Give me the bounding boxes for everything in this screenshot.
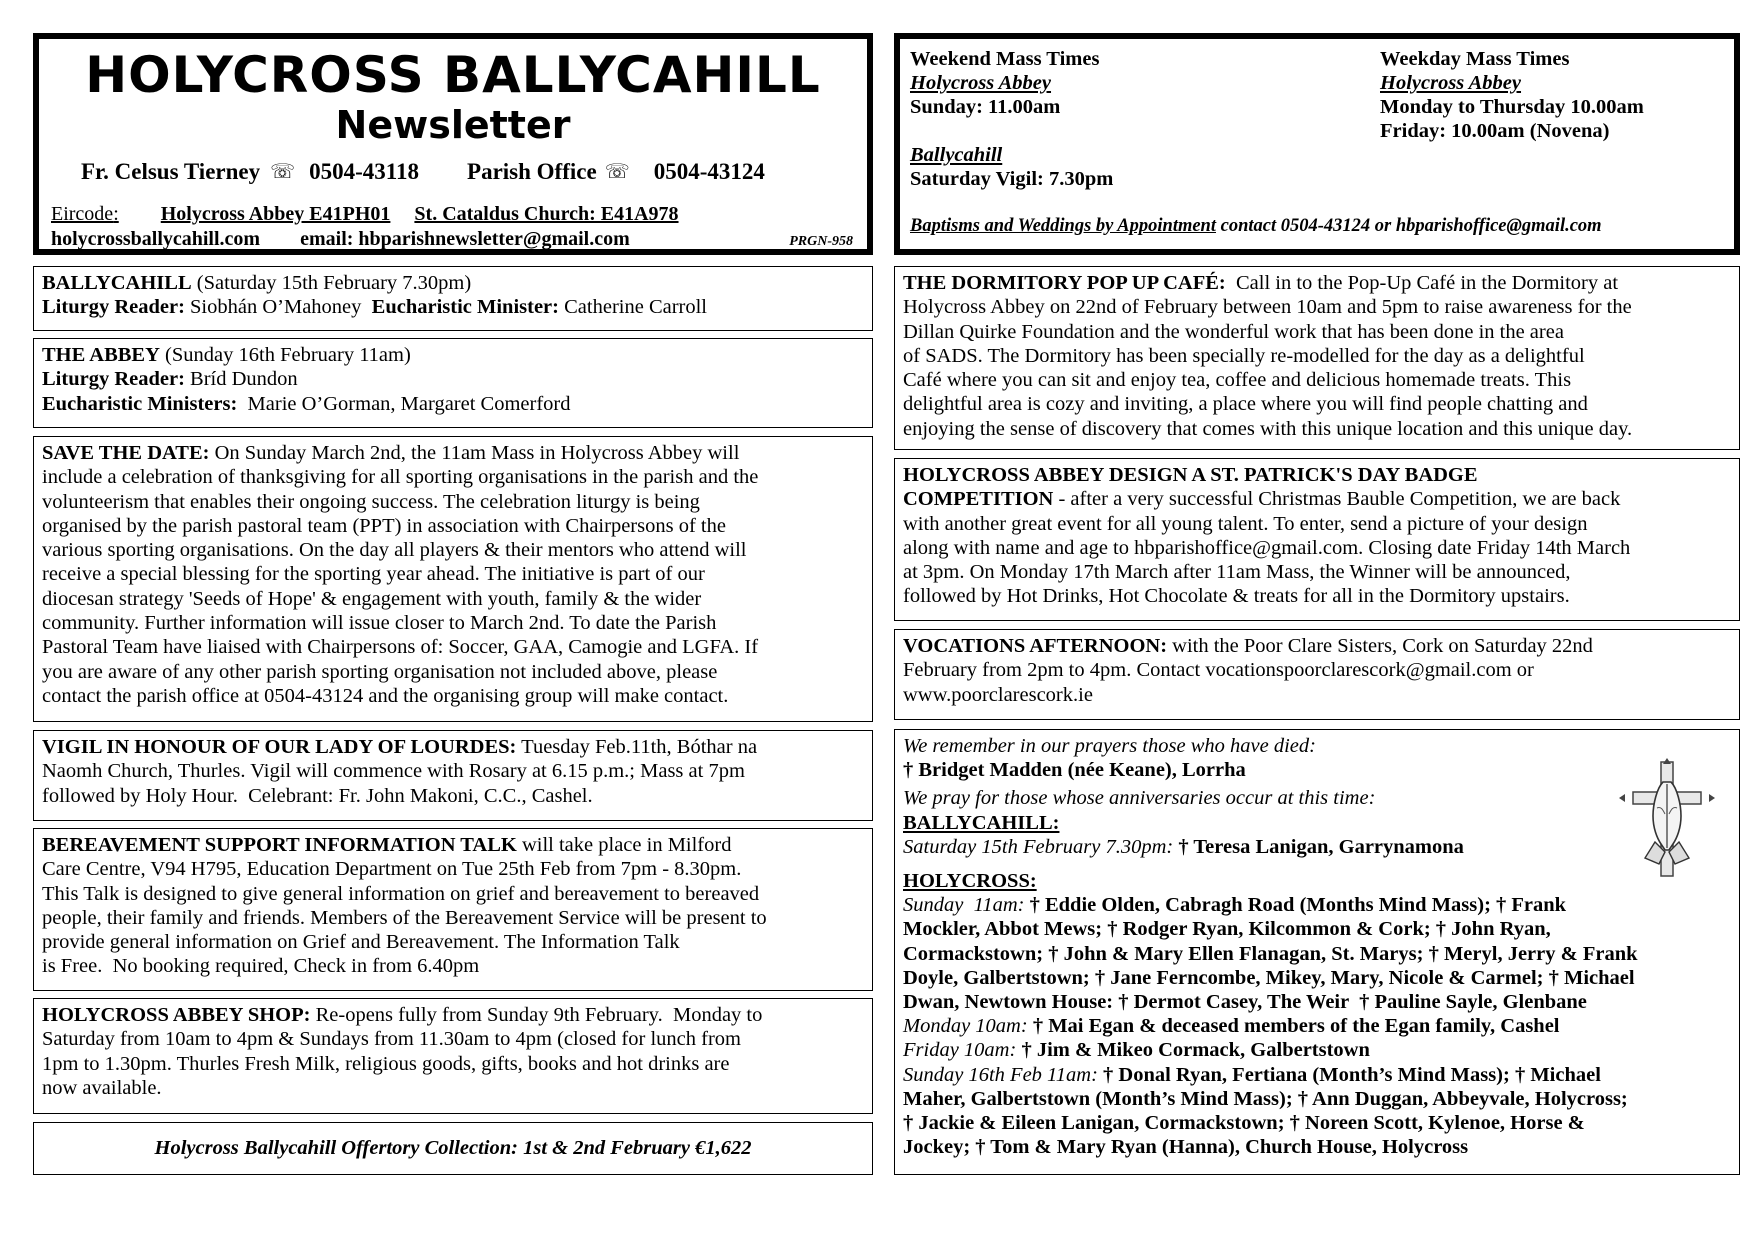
newsletter-title: HOLYCROSS BALLYCAHILL: [85, 46, 821, 104]
abbey-shop-notice: HOLYCROSS ABBEY SHOP: Re-opens fully from Sunday 9th February. Monday to Saturday from 10am to 4pm & Sundays from 11.30am to 4pm (closed for lunch from 1pm to 1.30pm. Thurles Fresh Milk, religious goods, gifts, books and hot drinks are now available.: [33, 998, 873, 1114]
pop-up-cafe-notice: THE DORMITORY POP UP CAFÉ: Call in to the Pop-Up Café in the Dormitory at Holycross Abbey on 22nd of February between 10am and 5pm to raise awareness for the Dillan Quirke Foundation and the wonderful work that has been done in the area of SADS. The Dormitory has been specially re-modelled for the day as a delightful Café where you can sit and enjoy tea, coffee and delicious homemade treats. This delightful area is cozy and inviting, a place where you will find people chatting and enjoying the sense of discovery that comes with this unique location and this unique day.: [894, 266, 1740, 450]
save-the-date-notice: SAVE THE DATE: On Sunday March 2nd, the 11am Mass in Holycross Abbey will include a celebration of thanksgiving for all sporting organisations in the parish and the volunteerism that enables their ongoing success. The celebration liturgy is being organised by the parish pastoral team (PPT) in association with Chairpersons of the various sporting organisations. On the day all players & their mentors who attend will receive a special blessing for the sporting year ahead. The initiative is part of our diocesan strategy 'Seeds of Hope' & engagement with youth, family & the wider community. Further information will issue closer to March 2nd. To date the Parish Pastoral Team have liaised with Chairpersons of: Soccer, GAA, Camogie and LGFA. If you are aware of any other parish sporting organisation not included above, please contact the parish office at 0504-43124 and the organising group will make contact.: [33, 436, 873, 722]
phone-icon: ☏: [604, 159, 630, 183]
eircode-label: Eircode: [51, 203, 114, 225]
eircode-line: Eircode : Holycross Abbey E41PH01 St. Cataldus Church: E41A978: [51, 203, 679, 225]
anniversaries-heading: We pray for those whose anniversaries occur at this time:: [903, 787, 1376, 810]
office-phone: 0504-43124: [653, 159, 765, 184]
ministers-abbey: THE ABBEY (Sunday 16th February 11am) Liturgy Reader: Bríd Dundon Eucharistic Ministers: Marie O’Gorman, Margaret Comerford: [33, 338, 873, 428]
section-heading: HOLYCROSS ABBEY DESIGN A ST. PATRICK'S DAY BADGE: [903, 464, 1478, 486]
section-heading: HOLYCROSS ABBEY SHOP:: [42, 1004, 311, 1026]
email-link[interactable]: email: hbparishnewsletter@gmail.com: [300, 228, 630, 250]
offertory-collection: Holycross Ballycahill Offertory Collection: 1st & 2nd February €1,622: [33, 1122, 873, 1175]
priest-phone: 0504-43118: [309, 159, 420, 184]
priest-name: Fr. Celsus Tierney: [81, 159, 261, 184]
vigil-notice: VIGIL IN HONOUR OF OUR LADY OF LOURDES: Tuesday Feb.11th, Bóthar na Naomh Church, Thurles. Vigil will commence with Rosary at 6.15 p.m.; Mass at 7pm followed by Holy Hour. Celebrant: Fr. John Makoni, C.C., Cashel.: [33, 730, 873, 821]
newsletter-subtitle: Newsletter: [335, 103, 571, 147]
section-heading: BALLYCAHILL: [42, 272, 192, 294]
section-heading: SAVE THE DATE:: [42, 442, 210, 464]
contact-line: [39, 159, 867, 185]
remember-heading: We remember in our prayers those who have died:: [903, 735, 1316, 757]
badge-competition-notice: HOLYCROSS ABBEY DESIGN A ST. PATRICK'S DAY BADGE COMPETITION - after a very successful Christmas Bauble Competition, we are back with another great event for all young talent. To enter, send a picture of your design along with name and age to hbparishoffice@gmail.com. Closing date Friday 14th March at 3pm. On Monday 17th March after 11am Mass, the Winner will be announced, followed by Hot Drinks, Hot Chocolate & treats for all in the Dormitory upstairs.: [894, 458, 1740, 621]
section-heading: VIGIL IN HONOUR OF OUR LADY OF LOURDES:: [42, 736, 517, 758]
newsletter-masthead: [33, 33, 873, 255]
office-label: Parish Office: [467, 159, 597, 184]
bereavement-notice: BEREAVEMENT SUPPORT INFORMATION TALK will take place in Milford Care Centre, V94 H795, Education Department on Tue 25th Feb from 7pm - 8.30pm. This Talk is designed to give general information on grief and bereavement to bereaved people, their family and friends. Members of the Bereavement Service will be present to provide general information on Grief and Bereavement. The Information Talk is Free. No booking required, Check in from 6.40pm: [33, 828, 873, 991]
web-line: [39, 228, 867, 251]
mass-times-panel: [894, 33, 1740, 255]
prayers-panel: We remember in our prayers those who have died: † Bridget Madden (née Keane), Lorrha We pray for those whose anniversaries occur at this time: BALLYCAHILL: Saturday 15th February 7.30pm: † Teresa Lanigan, Garrynamona HOLYCROSS: Sunday 11am: † Eddie Olden, Cabragh Road (Months Mind Mass); † Frank Mockler, Abbot Mews; † Rodger Ryan, Kilcommon & Cork; † John Ryan, Cormackstown; † John & Mary Ellen Flanagan, St. Marys; † Meryl, Jerry & Frank Doyle, Galbertstown; † Jane Ferncombe, Mikey, Mary, Nicole & Carmel; † Michael Dwan, Newtown House: † Dermot Casey, The Weir † Pauline Sayle, Glenbane Monday 10am: † Mai Egan & deceased members of the Egan family, Cashel Friday 10am: † Jim & Mikeo Cormack, Galbertstown Sunday 16th Feb 11am: † Donal Ryan, Fertiana (Month’s Mind Mass); † Michael Maher, Galbertstown (Month’s Mind Mass); † Ann Duggan, Abbeyvale, Holycross; † Jackie & Eileen Lanigan, Cormackstown; † Noreen Scott, Kylenoe, Horse & Jockey; † Tom & Mary Ryan (Hanna), Church House, Holycross: [894, 729, 1740, 1175]
holycross-heading: HOLYCROSS:: [903, 870, 1037, 893]
website-link[interactable]: holycrossballycahill.com: [51, 228, 261, 250]
phone-icon: ☏: [270, 159, 296, 183]
baptisms-weddings-line: Baptisms and Weddings by Appointment contact 0504-43124 or hbparishoffice@gmail.com: [910, 216, 1602, 236]
deceased-name: † Bridget Madden (née Keane), Lorrha: [903, 759, 1246, 782]
vocations-notice: VOCATIONS AFTERNOON: with the Poor Clare Sisters, Cork on Saturday 22nd February from 2pm to 4pm. Contact vocationspoorclarescork@gmail.com or www.poorclarescork.ie: [894, 629, 1740, 720]
section-heading: VOCATIONS AFTERNOON:: [903, 635, 1168, 657]
section-heading: BEREAVEMENT SUPPORT INFORMATION TALK: [42, 834, 517, 856]
section-heading: THE ABBEY: [42, 344, 160, 366]
weekend-mass-times: Weekend Mass Times Holycross Abbey Sunday: 11.00am Ballycahill Saturday Vigil: 7.30pm: [910, 48, 1114, 190]
prgn-code: PRGN-958: [789, 234, 853, 249]
praying-hands-cross-icon: [1617, 758, 1717, 880]
church-eircode: St. Cataldus Church: E41A978: [414, 203, 679, 225]
abbey-eircode: Holycross Abbey E41PH01: [160, 203, 391, 225]
section-heading: THE DORMITORY POP UP CAFÉ:: [903, 272, 1226, 294]
weekday-mass-times: Weekday Mass Times Holycross Abbey Monday to Thursday 10.00am Friday: 10.00am (Novena): [1380, 48, 1644, 142]
ministers-ballycahill: BALLYCAHILL (Saturday 15th February 7.30pm) Liturgy Reader: Siobhán O’Mahoney Eucharistic Minister: Catherine Carroll: [33, 266, 873, 331]
ballycahill-heading: BALLYCAHILL:: [903, 811, 1060, 834]
